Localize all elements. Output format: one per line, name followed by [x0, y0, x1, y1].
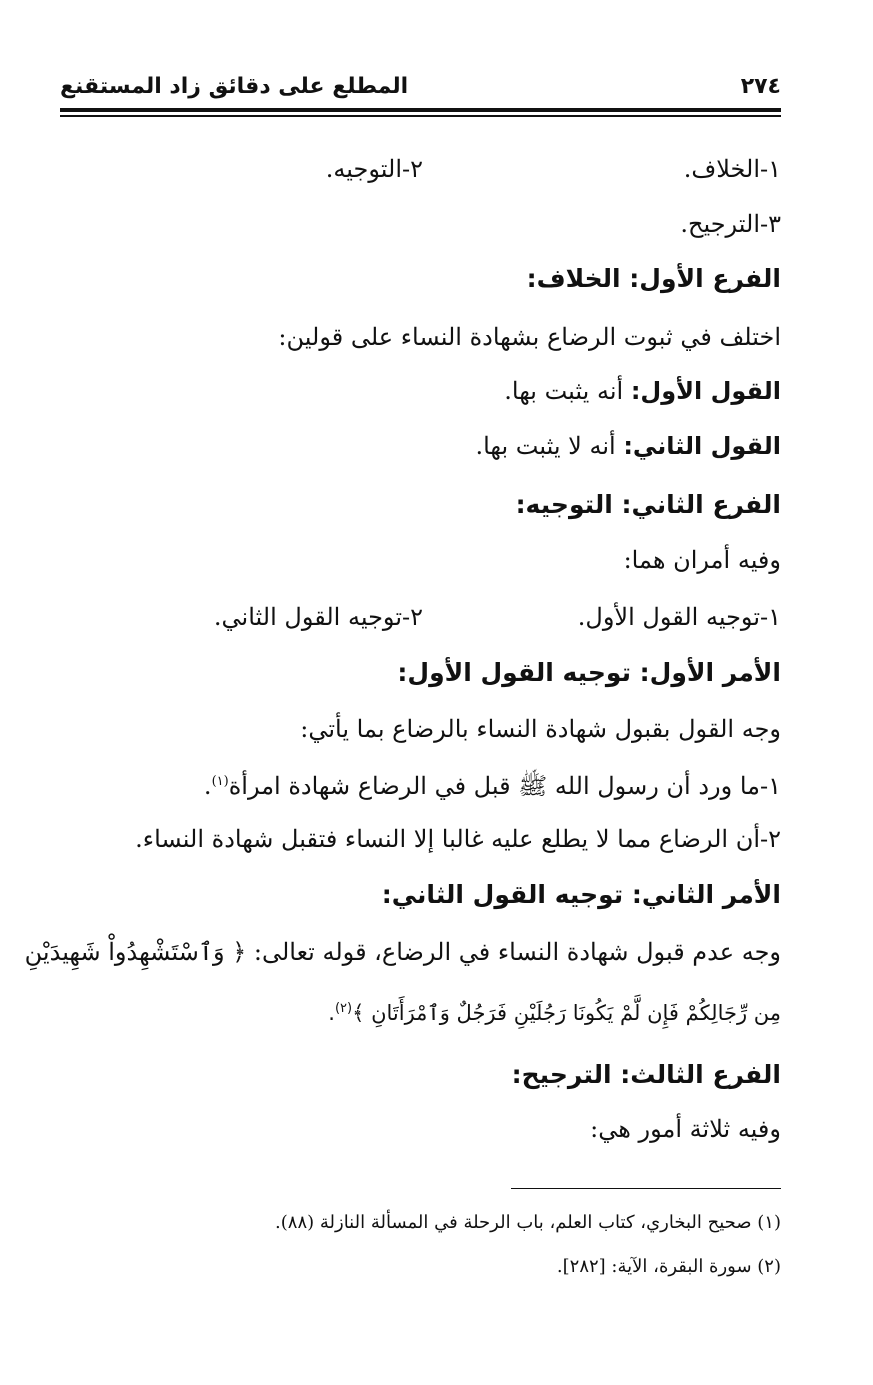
opinion1 [504, 374, 781, 408]
footnote-2: (٢) سورة البقرة، الآية: [٢٨٢]. [556, 1256, 781, 1277]
heading-branch1: الفرع الأول: الخلاف: [526, 264, 781, 293]
header-rule-thick [60, 108, 781, 112]
opinion1-label: القول الأول: [630, 377, 781, 405]
footnote-ref-2: (٢) [334, 1001, 353, 1016]
opinion1-text: أنه يثبت بها. [504, 377, 631, 405]
heading-matter2: الأمر الثاني: توجيه القول الثاني: [381, 880, 781, 909]
heading-branch2: الفرع الثاني: التوجيه: [515, 490, 781, 519]
footnote-ref-1: (١) [211, 774, 229, 789]
matter2-end: . [328, 1001, 335, 1025]
opinion2-label: القول الثاني: [623, 432, 781, 460]
footnote-1: (١) صحيح البخاري، كتاب العلم، باب الرحلة في المسألة النازلة (٨٨). [275, 1212, 781, 1233]
list1-row1 [684, 152, 781, 186]
footnote-separator [511, 1188, 781, 1189]
heading-matter1: الأمر الأول: توجيه القول الأول: [397, 658, 781, 687]
three-matters: وفيه ثلاثة أمور هي: [590, 1115, 781, 1143]
two-matters: وفيه أمران هما: [623, 546, 781, 574]
list1-item2: ٢-التوجيه. [325, 155, 423, 183]
matter2-line1 [25, 935, 781, 969]
list1-item1: ١-الخلاف. [683, 155, 781, 183]
intro-disagreement: اختلف في ثبوت الرضاع بشهادة النساء على قولين: [278, 323, 781, 351]
matter1-point1 [204, 765, 781, 803]
page-header [60, 70, 781, 110]
header-rule-thin [60, 115, 781, 117]
list2-item1: ١-توجيه القول الأول. [577, 603, 781, 631]
matter1-point1-text: ١-ما ورد أن رسول الله ﷺ قبل في الرضاع شهادة امرأة [228, 772, 781, 800]
matter1-intro: وجه القول بقبول شهادة النساء بالرضاع بما يأتي: [300, 715, 781, 743]
matter2-line2 [328, 992, 781, 1030]
matter1-point1-end: . [203, 772, 212, 800]
opinion2-text: أنه لا يثبت بها. [475, 432, 624, 460]
list2-item2: ٢-توجيه القول الثاني. [213, 603, 423, 631]
matter2-line1-text: وجه عدم قبول شهادة النساء في الرضاع، قوله تعالى: ﴿ وَٱسْتَشْهِدُواْ شَهِيدَيْنِ [24, 938, 781, 966]
quran-verse-text: مِن رِّجَالِكُمْ فَإِن لَّمْ يَكُونَا رَجُلَيْنِ فَرَجُلٌ وَٱمْرَأَتَانِ ﴾ [352, 1001, 781, 1025]
matter1-point2: ٢-أن الرضاع مما لا يطلع عليه غالبا إلا النساء فتقبل شهادة النساء. [135, 825, 781, 853]
running-title: المطلع على دقائق زاد المستقنع [60, 74, 409, 99]
heading-branch3: الفرع الثالث: الترجيح: [511, 1060, 781, 1089]
opinion2 [475, 429, 781, 463]
page-number: ٢٧٤ [740, 74, 781, 99]
list1-item3: ٣-الترجيح. [680, 210, 781, 238]
